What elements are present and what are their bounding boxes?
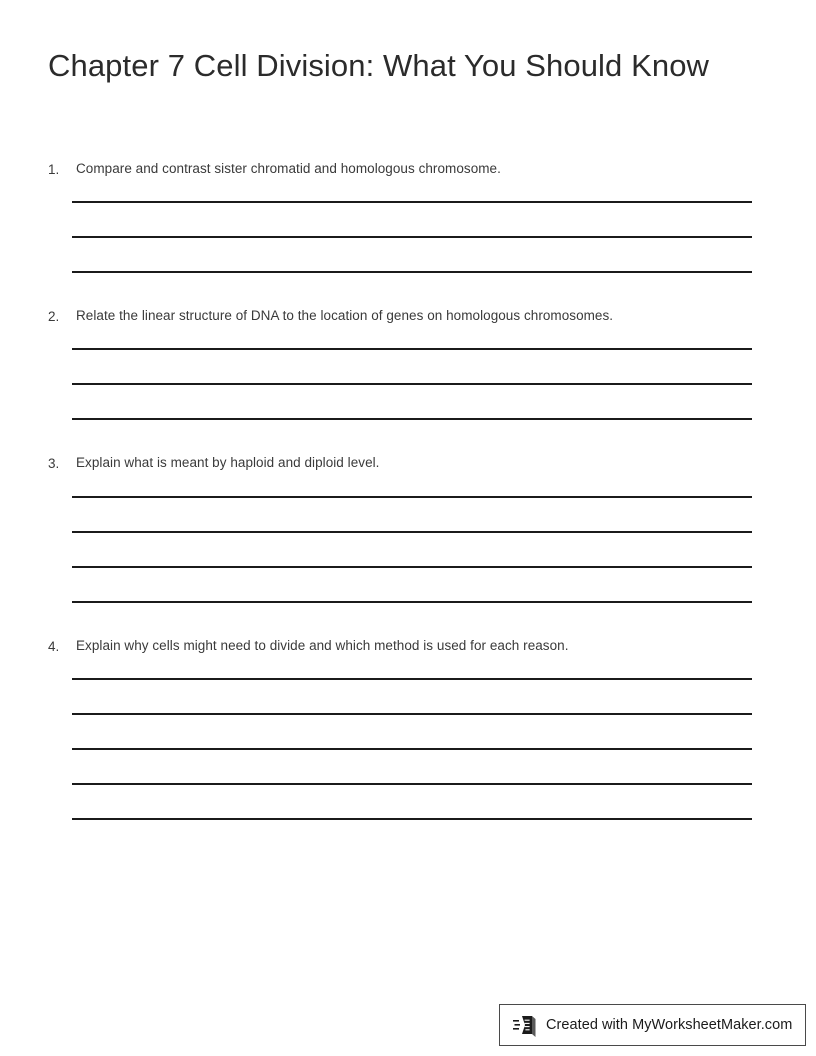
answer-line[interactable] (72, 201, 752, 203)
footer-credit-text: Created with MyWorksheetMaker.com (546, 1017, 793, 1033)
question-text: Explain what is meant by haploid and diploid level. (76, 455, 380, 470)
answer-line[interactable] (72, 566, 752, 568)
answer-line[interactable] (72, 418, 752, 420)
answer-line[interactable] (72, 531, 752, 533)
answer-area[interactable] (72, 496, 752, 603)
question-block (48, 307, 768, 420)
answer-area[interactable] (72, 348, 752, 420)
answer-line[interactable] (72, 601, 752, 603)
answer-line[interactable] (72, 348, 752, 350)
answer-line[interactable] (72, 271, 752, 273)
question-text: Explain why cells might need to divide and which method is used for each reason. (76, 638, 569, 653)
question-text: Relate the linear structure of DNA to the location of genes on homologous chromosomes. (76, 308, 614, 323)
question-list (48, 160, 768, 820)
question-block (48, 454, 768, 603)
answer-line[interactable] (72, 783, 752, 785)
question-block (48, 637, 768, 820)
page-title: Chapter 7 Cell Division: What You Should Know (48, 48, 710, 83)
question-number: 2. (48, 309, 60, 324)
answer-line[interactable] (72, 818, 752, 820)
answer-line[interactable] (72, 748, 752, 750)
question-prompt (48, 160, 768, 179)
footer-credit-badge[interactable] (499, 1004, 806, 1046)
answer-line[interactable] (72, 678, 752, 680)
answer-area[interactable] (72, 678, 752, 820)
question-prompt (48, 454, 768, 473)
worksheet-maker-logo-icon (513, 1013, 539, 1037)
answer-line[interactable] (72, 713, 752, 715)
question-text: Compare and contrast sister chromatid and homologous chromosome. (76, 161, 501, 176)
question-number: 4. (48, 639, 60, 654)
question-prompt (48, 307, 768, 326)
answer-area[interactable] (72, 201, 752, 273)
question-number: 1. (48, 162, 60, 177)
question-block (48, 160, 768, 273)
question-prompt (48, 637, 768, 656)
answer-line[interactable] (72, 496, 752, 498)
answer-line[interactable] (72, 236, 752, 238)
question-number: 3. (48, 456, 60, 471)
answer-line[interactable] (72, 383, 752, 385)
